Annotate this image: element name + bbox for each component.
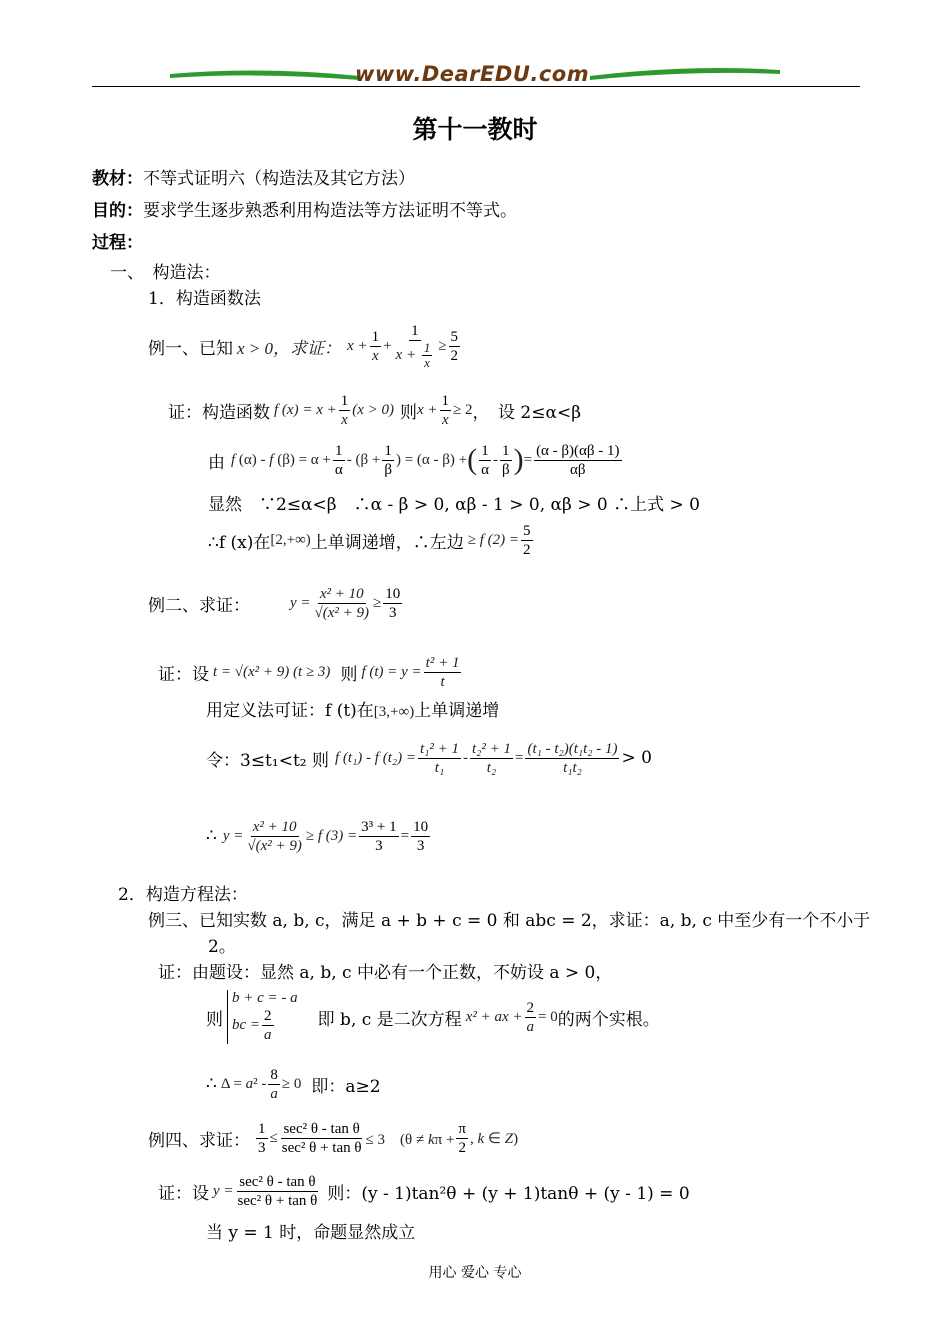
ex1-then: 则 [400, 402, 417, 423]
ex1-cond: x > 0，求证： [237, 338, 342, 358]
equation-system: b + c = - a bc = $\frac{2}{a}$ [227, 990, 298, 1044]
ex3-roots-a: 即 b, c 是二次方程 [317, 1009, 462, 1030]
ex2-therefore: ∴ [206, 826, 217, 846]
ex3-then: 则 [206, 1009, 223, 1030]
ex1-concl-a: ∴f (x)在 [208, 532, 271, 553]
ex3-proof: 证：由题设：显然 a, b, c 中必有一个正数，不妨设 a > 0， [158, 963, 613, 983]
ex1-concl-b: 上单调递增，∴左边 [310, 532, 464, 553]
ex2-definition: 用定义法可证：f (t)在[3,+∞)上单调递增 [206, 701, 500, 721]
example-3-line2: 2。 [208, 937, 236, 957]
ex3-delta: ∴ Δ = a² - $\frac{8}{a}$ ≥ 0 即：a≥2 [206, 1066, 381, 1102]
goal-label: 目的： [92, 201, 143, 221]
ex3-roots-b: 的两个实根。 [557, 1009, 660, 1030]
ex1-proof-lead: 证：构造函数 [168, 402, 270, 423]
ex1-let: ， 设 2≤α<β [472, 402, 582, 423]
page-title: 第十一教时 [412, 115, 538, 144]
ex4-label: 例四、求证： [148, 1130, 250, 1151]
ex2-label: 例二、求证： [148, 595, 250, 616]
ex4-case: 当 y = 1 时，命题显然成立 [206, 1223, 416, 1243]
site-logo-text[interactable]: www.DearEDU.com [355, 62, 590, 86]
ex2-let: 令：3≤t₁<t₂ 则 [206, 750, 330, 771]
sub-heading-function: 1．构造函数法 [148, 289, 261, 309]
ex3-delta-tail: 即：a≥2 [311, 1076, 381, 1097]
goal-text: 要求学生逐步熟悉利用构造法等方法证明不等式。 [143, 201, 517, 221]
ex2-gt0: > 0 [621, 748, 652, 768]
frac: $\frac{1}{x}$ [371, 328, 380, 364]
material-text: 不等式证明六（构造法及其它方法） [143, 169, 415, 189]
ex4-proof-lead: 证：设 [158, 1183, 209, 1204]
ex2-proof-line1: 证：设 t = √(x² + 9) (t ≥ 3) 则 f (t) = y = $\frac{\text{t² + 1}}{t}$ [158, 654, 460, 690]
page-footer: 用心 爱心 专心 [428, 1265, 522, 1281]
frac: $\frac{5}{2}$ [450, 328, 459, 364]
example-1-statement: 例一、已知 x > 0，求证： x + $\frac{1}{x}$ + 1 x + $\frac{1}{x}$ ≥ $\frac{5}{2}$ [148, 323, 459, 370]
example-3-line1: 例三、已知实数 a, b, c，满足 a + b + c = 0 和 abc = 2，求证：a, b, c 中至少有一个不小于 [148, 911, 871, 931]
ex4-proof-line1: 证：设 y = $\frac{\text{sec² θ - tan θ}}{\text{sec² θ + tan θ}}$ 则：(y - 1)tan²θ + (y + 1)tanθ + (y - 1) = 0 [158, 1173, 690, 1209]
ex2-proof-lead: 证：设 [158, 664, 209, 685]
ex1-proof-line2: 由 f (α) - f (β) = α + $\frac{1}{\alpha}$ - (β + $\frac{1}{\beta}$ ) = (α - β) + ( $\frac{1}{\alpha}$ - $\frac{1}{\beta}$ ) = $\frac{(\alpha - \beta)(\alpha\beta - 1)}{\alpha\beta}$ [208, 442, 620, 478]
ex2-conclusion: ∴ y = $\frac{\text{x² + 10}}{\text{√(x² + 9)}}$ ≥ f (3) = $\frac{\text{3³ + 1}}{3}$ = $\frac{10}{3}$ [206, 818, 429, 854]
header-rule [92, 86, 860, 87]
ex3-system: 则 b + c = - a bc = $\frac{2}{a}$ 即 b, c 是二次方程 x² + ax + $\frac{2}{a}$ = 0 的两个实根。 [206, 990, 660, 1043]
ex4-then: 则：(y - 1)tan²θ + (y + 1)tanθ + (y - 1) = 0 [327, 1183, 690, 1204]
process-label: 过程： [92, 233, 143, 253]
ex1-by: 由 [208, 452, 225, 473]
ex2-def: 用定义法可证：f (t)在 [206, 701, 374, 721]
material-label: 教材： [92, 169, 143, 189]
ex1-proof-line1: 证：构造函数 f (x) = x + $\frac{1}{x}$ (x > 0) 则 x + $\frac{1}{x}$ ≥ 2 ， 设 2≤α<β [168, 392, 582, 428]
ex1-formula: x + [347, 337, 368, 354]
example-4-statement: 例四、求证： $\frac{1}{3}$ ≤ $\frac{\text{sec² θ - tan θ}}{\text{sec² θ + tan θ}}$ ≤ 3 (θ ≠ kπ + $\frac{\pi}{2}$ , k ∈ Z) [148, 1120, 519, 1156]
ex3-delta-lead: ∴ [206, 1074, 217, 1094]
ex2-then: 则 [340, 664, 358, 685]
material-line [92, 164, 415, 189]
frac: 1 x + $\frac{1}{x}$ [395, 323, 431, 370]
ex1-label: 例一、已知 [148, 338, 233, 359]
goal-line [92, 196, 517, 221]
ex1-conclusion: ∴f (x)在 [2,+∞) 上单调递增，∴左边 ≥ f (2) = $\frac{5}{2}$ [208, 522, 531, 558]
sub-heading-equation: 2．构造方程法： [118, 885, 248, 905]
ex2-proof-line3: 令：3≤t₁<t₂ 则 f (t₁) - f (t₂) = $\frac{\text{t₁² + 1}}{\text{t₁}}$ - $\frac{\text{t₂² + 1}}{\text{t₂}}$ = $\frac{\text{(t₁ - t₂)(t₁t₂ - 1)}}{\text{t₁t₂}}$ > 0 [206, 740, 652, 776]
ex1-proof-line3: 显然 ∵2≤α<β ∴α - β > 0, αβ - 1 > 0, αβ > 0 ∴上式 > 0 [208, 495, 700, 515]
ex2-def-b: 上单调递增 [414, 701, 500, 721]
example-2-statement: 例二、求证： y = $\frac{\text{x² + 10}}{\text{√(x² + 9)}}$ ≥ $\frac{10}{3}$ [148, 585, 401, 621]
section-heading: 一、 构造法： [110, 263, 221, 283]
